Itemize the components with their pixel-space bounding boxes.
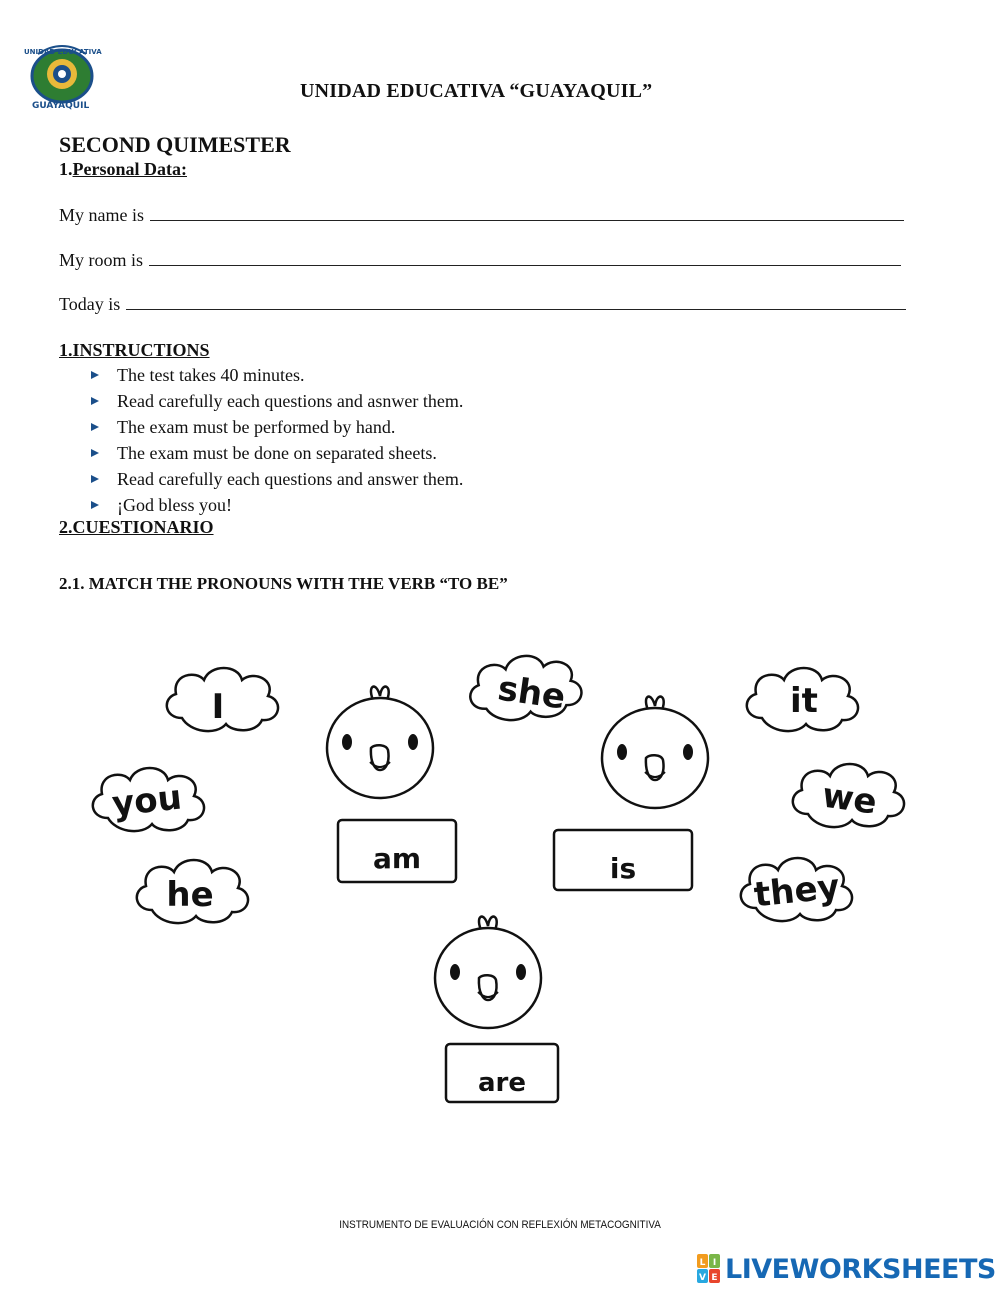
school-title: UNIDAD EDUCATIVA “GUAYAQUIL”	[300, 80, 653, 102]
svg-text:we: we	[819, 775, 880, 823]
name-blank[interactable]	[150, 204, 904, 221]
svg-text:am: am	[372, 842, 422, 875]
chick-is	[554, 697, 708, 890]
name-field	[59, 204, 904, 226]
pronoun-cloud[interactable]	[137, 860, 248, 923]
instructions-title: 1.INSTRUCTIONS	[59, 340, 210, 360]
brand-name[interactable]: LIVEWORKSHEETS	[725, 1253, 996, 1285]
section-title: SECOND QUIMESTER	[59, 132, 291, 157]
questionnaire-title: 2.CUESTIONARIO	[59, 517, 214, 537]
chick-am	[327, 687, 456, 882]
list-item: Read carefully each questions and asnwer them.	[90, 388, 463, 414]
room-blank[interactable]	[149, 249, 901, 266]
arrow-bullet-icon	[90, 396, 100, 406]
svg-text:is: is	[609, 852, 637, 885]
svg-text:GUAYAQUIL: GUAYAQUIL	[32, 101, 90, 111]
arrow-bullet-icon	[90, 474, 100, 484]
match-artwork	[0, 620, 1000, 1140]
date-field	[59, 293, 906, 315]
date-field-label: Today is	[59, 294, 121, 314]
arrow-bullet-icon	[90, 370, 100, 380]
chick-are	[435, 917, 558, 1102]
personal-data-label: Personal Data:	[72, 159, 187, 179]
footer-text: INSTRUMENTO DE EVALUACIÓN CON REFLEXIÓN METACOGNITIVA	[339, 1219, 661, 1231]
pronoun-cloud[interactable]	[93, 768, 204, 831]
room-field	[59, 249, 901, 271]
svg-text:it: it	[790, 681, 818, 721]
room-field-label: My room is	[59, 250, 144, 270]
svg-text:you: you	[110, 777, 184, 825]
list-item: ¡God bless you!	[90, 492, 463, 518]
arrow-bullet-icon	[90, 500, 100, 510]
pronoun-cloud[interactable]	[793, 764, 904, 827]
liveworksheets-logo-icon	[697, 1254, 721, 1284]
personal-data-heading	[59, 159, 187, 180]
svg-text:are: are	[477, 1068, 527, 1098]
list-item: The exam must be performed by hand.	[90, 414, 463, 440]
pronoun-cloud[interactable]	[741, 858, 852, 921]
svg-text:he: he	[166, 875, 214, 915]
liveworksheets-brand	[697, 1252, 996, 1286]
pronoun-cloud[interactable]	[167, 668, 278, 731]
instructions-list	[90, 362, 463, 518]
date-blank[interactable]	[126, 293, 906, 310]
svg-text:she: she	[495, 668, 568, 718]
name-field-label: My name is	[59, 205, 144, 225]
match-exercise-title: 2.1. MATCH THE PRONOUNS WITH THE VERB “TO BE”	[59, 574, 508, 593]
pronoun-cloud[interactable]	[468, 652, 583, 723]
svg-text:UNIDAD EDUCATIVA: UNIDAD EDUCATIVA	[24, 48, 102, 56]
svg-text:I: I	[211, 687, 225, 727]
svg-text:V: V	[699, 1273, 706, 1283]
personal-data-number: 1.	[59, 159, 73, 179]
arrow-bullet-icon	[90, 422, 100, 432]
list-item: Read carefully each questions and answer them.	[90, 466, 463, 492]
list-item: The exam must be done on separated sheets.	[90, 440, 463, 466]
svg-text:they: they	[752, 866, 842, 916]
list-item: The test takes 40 minutes.	[90, 362, 463, 388]
arrow-bullet-icon	[90, 448, 100, 458]
pronoun-cloud[interactable]	[747, 668, 858, 731]
svg-text:L: L	[699, 1258, 706, 1268]
svg-text:I: I	[712, 1258, 717, 1268]
svg-text:E: E	[711, 1273, 718, 1283]
school-seal-icon	[16, 40, 108, 112]
